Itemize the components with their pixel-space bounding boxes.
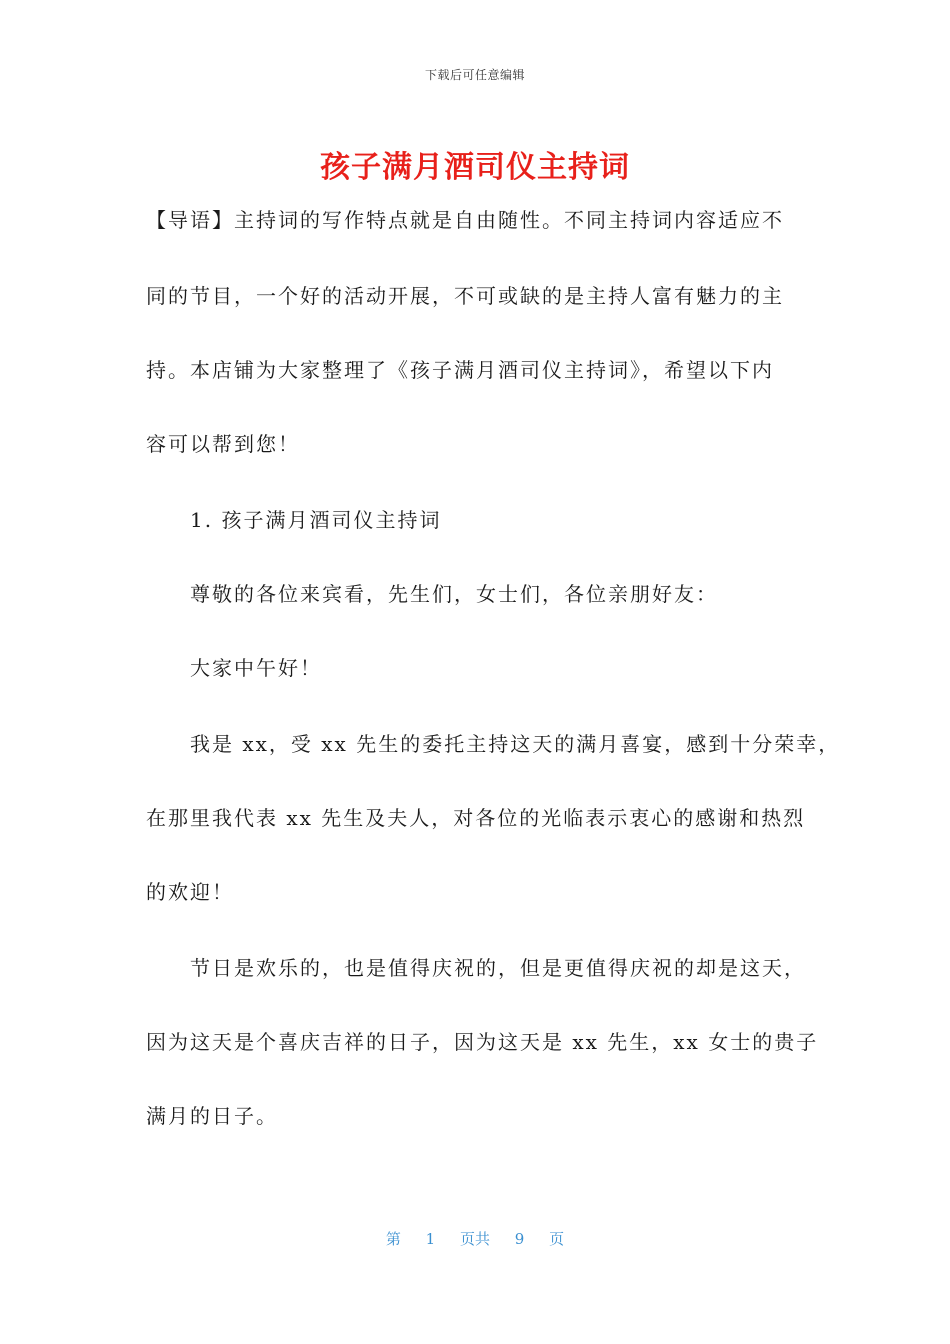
paragraph-line: 节日是欢乐的，也是值得庆祝的，但是更值得庆祝的却是这天， <box>190 956 806 980</box>
paragraph-line: 我是 xx，受 xx 先生的委托主持这天的满月喜宴，感到十分荣幸， <box>190 732 841 756</box>
footer-page-number: 1 <box>425 1230 436 1248</box>
footer-total-pages: 9 <box>514 1230 525 1248</box>
paragraph-line: 容可以帮到您！ <box>146 432 300 456</box>
header-note: 下载后可任意编辑 <box>424 68 525 82</box>
paragraph-line: 尊敬的各位来宾看，先生们，女士们，各位亲朋好友： <box>190 582 718 606</box>
document-title: 孩子满月酒司仪主持词 <box>320 150 630 185</box>
paragraph-line: 在那里我代表 xx 先生及夫人，对各位的光临表示衷心的感谢和热烈 <box>146 806 806 830</box>
paragraph-line: 【导语】主持词的写作特点就是自由随性。不同主持词内容适应不 <box>146 208 784 232</box>
footer-page-label: 第 <box>385 1230 401 1248</box>
paragraph-line: 持。本店铺为大家整理了《孩子满月酒司仪主持词》，希望以下内 <box>146 358 774 382</box>
paragraph-line: 的欢迎！ <box>146 880 234 904</box>
paragraph-line: 大家中午好！ <box>190 656 322 680</box>
paragraph-line: 因为这天是个喜庆吉祥的日子，因为这天是 xx 先生，xx 女士的贵子 <box>146 1030 819 1054</box>
footer-total-label: 页共 <box>459 1230 490 1248</box>
section-heading: 1. 孩子满月酒司仪主持词 <box>190 508 442 532</box>
page-footer <box>0 1228 950 1249</box>
paragraph-line: 同的节目，一个好的活动开展，不可或缺的是主持人富有魅力的主 <box>146 284 784 308</box>
paragraph-line: 满月的日子。 <box>146 1104 278 1128</box>
footer-page-suffix: 页 <box>549 1230 565 1248</box>
